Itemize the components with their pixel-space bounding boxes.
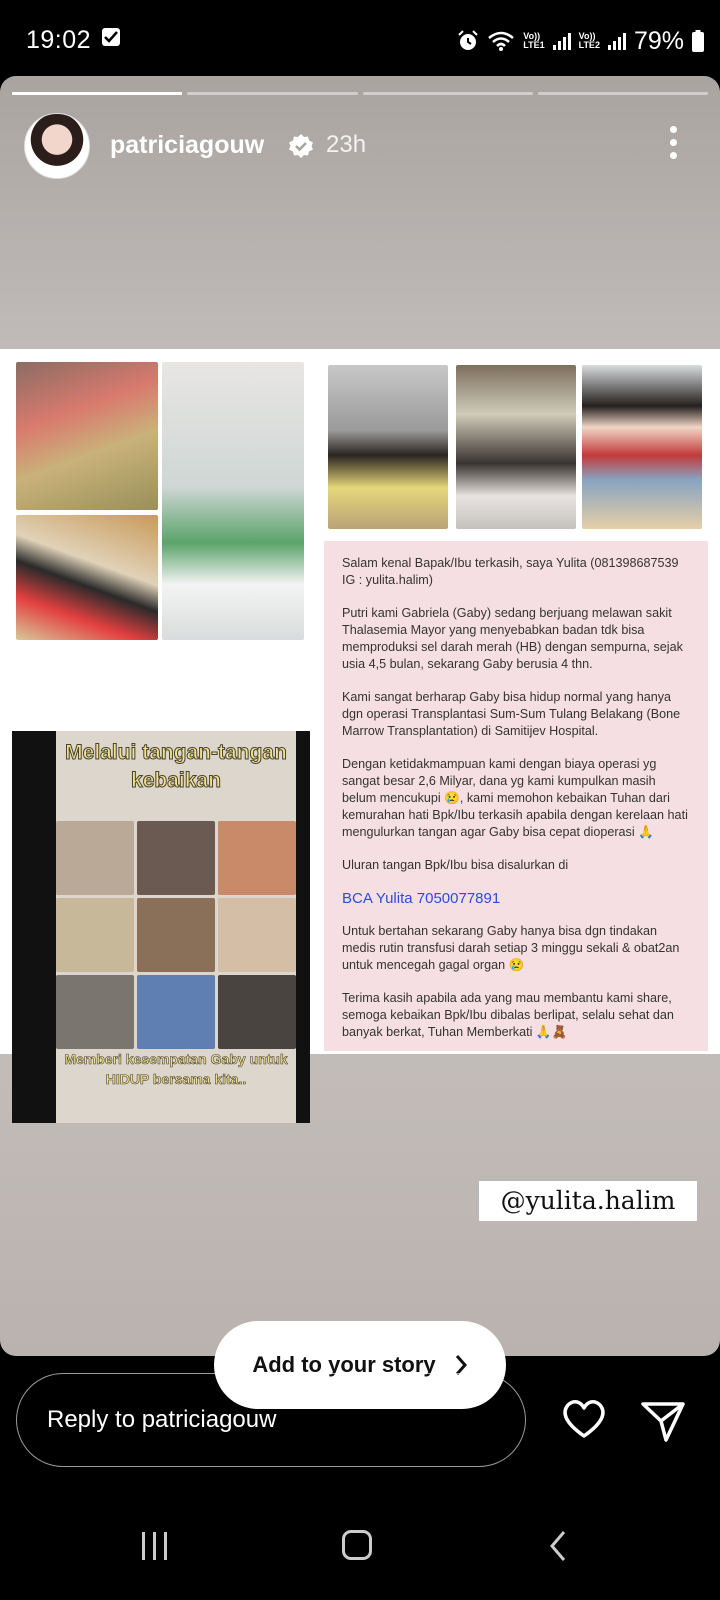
reply-input[interactable] — [16, 1373, 526, 1467]
battery-icon — [692, 30, 704, 52]
status-bar — [0, 0, 720, 80]
message-paragraph: Untuk bertahan sekarang Gaby hanya bisa dgn tindakan medis rutin transfusi darah setiap 3 minggu sekali & obat2an untuk mencegah gagal organ 😢 — [342, 924, 680, 972]
photo-girl-hospital-bed — [162, 362, 304, 640]
bank-account: BCA Yulita 7050077891 — [342, 890, 501, 907]
sim1-indicator: Vo)) LTE1 — [523, 31, 545, 50]
sim2-indicator: Vo)) LTE2 — [578, 31, 600, 50]
signal-bars-2-icon — [608, 32, 626, 50]
story-viewer[interactable] — [0, 76, 720, 1377]
photo-girl-yellow — [328, 365, 448, 529]
message-paragraph: Terima kasih apabila ada yang mau membantu kami share, semoga kebaikan Bpk/Ibu dibalas berlipat, selalu sehat dan banyak berkat, Tuhan Memberkati 🙏🧸 — [342, 991, 674, 1039]
poster-photo-grid — [56, 821, 296, 1049]
signal-bars-1-icon — [553, 32, 571, 50]
progress-segment — [187, 92, 357, 95]
verified-badge-icon — [288, 133, 314, 159]
progress-segment — [538, 92, 708, 95]
progress-segment — [363, 92, 533, 95]
message-paragraph: Putri kami Gabriela (Gaby) sedang berjuang melawan sakit Thalasemia Mayor yang menyebabkan badan tdk bisa memproduksi sel darah merah (HB) dengan sempurna, sejak usia 4,5 bulan, sekarang Gaby berusia 4 thn. — [342, 606, 683, 671]
poster-photo — [137, 821, 215, 895]
notification-check-icon — [102, 28, 120, 46]
poster-photo — [56, 898, 134, 972]
progress-fill — [12, 92, 182, 95]
photo-girl-sleeping-2 — [16, 515, 158, 640]
poster-photo — [56, 821, 134, 895]
send-icon[interactable] — [640, 1399, 686, 1443]
story-image — [0, 349, 720, 1087]
heart-icon[interactable] — [560, 1398, 608, 1440]
appeal-message — [324, 541, 708, 1051]
message-paragraph: Uluran tangan Bpk/Ibu bisa disalurkan di — [342, 858, 569, 872]
more-options-icon[interactable] — [670, 126, 678, 165]
recent-apps-button[interactable] — [142, 1532, 167, 1560]
progress-segment — [12, 92, 182, 95]
poster-footer: Memberi kesempatan Gaby untuk HIDUP bersama kita.. — [64, 1051, 288, 1087]
poster-headline: Melalui tangan-tangan kebaikan — [65, 741, 287, 792]
back-button[interactable] — [548, 1530, 568, 1562]
alarm-icon — [457, 30, 479, 52]
status-icons — [457, 24, 704, 58]
post-age: 23h — [326, 131, 367, 158]
story-username[interactable]: patriciagouw — [110, 131, 265, 159]
avatar[interactable] — [24, 113, 90, 179]
mention-sticker[interactable]: @yulita.halim — [479, 1181, 697, 1221]
photo-girl-praying — [582, 365, 702, 529]
system-nav-bar — [0, 1520, 720, 1600]
fundraising-poster — [12, 731, 310, 1123]
poster-photo — [218, 898, 296, 972]
poster-photo — [137, 898, 215, 972]
poster-photo — [56, 975, 134, 1049]
message-paragraph: Kami sangat berharap Gaby bisa hidup normal yang hanya dgn operasi Transplantasi Sum-Sum Tulang Belakang (Bone Marrow Transplantation) di Samitijev Hospital. — [342, 690, 681, 738]
photo-girl-iv-pump — [456, 365, 576, 529]
poster-photo — [218, 821, 296, 895]
poster-photo — [218, 975, 296, 1049]
photo-girl-sleeping — [16, 362, 158, 510]
add-to-story-label: Add to your story — [252, 1352, 436, 1377]
poster-photo — [137, 975, 215, 1049]
battery-percent: 79% — [633, 26, 684, 55]
wifi-icon — [487, 30, 515, 52]
home-button[interactable] — [342, 1530, 372, 1560]
clock: 19:02 — [26, 26, 92, 54]
message-paragraph: Salam kenal Bapak/Ibu terkasih, saya Yulita (081398687539 IG : yulita.halim) — [342, 556, 679, 587]
reply-placeholder: Reply to patriciagouw — [47, 1406, 277, 1433]
story-progress — [12, 92, 708, 95]
message-paragraph: Dengan ketidakmampuan kami dengan biaya operasi yg sangat besar 2,6 Milyar, dana yg kami kumpulkan masih belum mencukupi 😢, kami memohon kebaikan Tuhan dari kemurahan hati Bpk/Ibu terkasih apabila dengan kerelaan hati mengulurkan tangan agar Gaby bisa cepat dioperasi 🙏 — [342, 757, 688, 839]
poster-card — [56, 731, 296, 1123]
